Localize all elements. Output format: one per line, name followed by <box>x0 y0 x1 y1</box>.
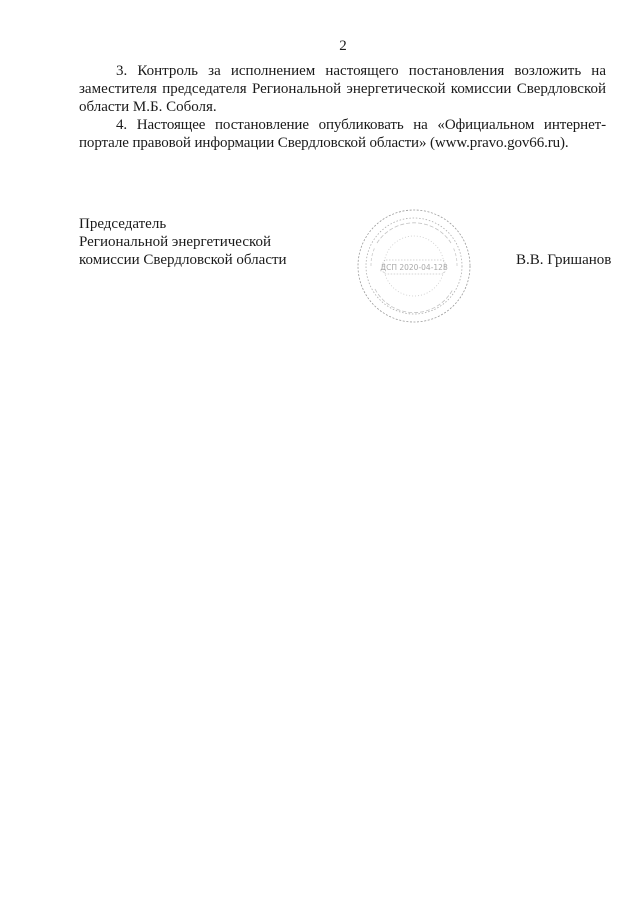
paragraph-control-assignment: 3. Контроль за исполнением настоящего постановления возложить на заместителя председателя Региональной энергетической комиссии Свердловской области М.Б. Соболя. <box>79 63 606 115</box>
page-number: 2 <box>339 38 347 54</box>
signature-title-line: Региональной энергетической <box>79 234 272 250</box>
paragraph-publication: 4. Настоящее постановление опубликовать на «Официальном интернет-портале правовой информации Свердловской области» (www.pravo.gov66.ru). <box>79 117 606 151</box>
signature-title-line: Председатель <box>79 216 167 232</box>
stamp-text: ДСП 2020-04-128 <box>380 263 448 272</box>
signature-title-block <box>79 215 287 269</box>
signer-name: В.В. Гришанов <box>516 252 612 268</box>
signature-title-line: комиссии Свердловской области <box>79 252 287 268</box>
document-body <box>79 62 606 152</box>
official-stamp-icon <box>355 207 473 325</box>
